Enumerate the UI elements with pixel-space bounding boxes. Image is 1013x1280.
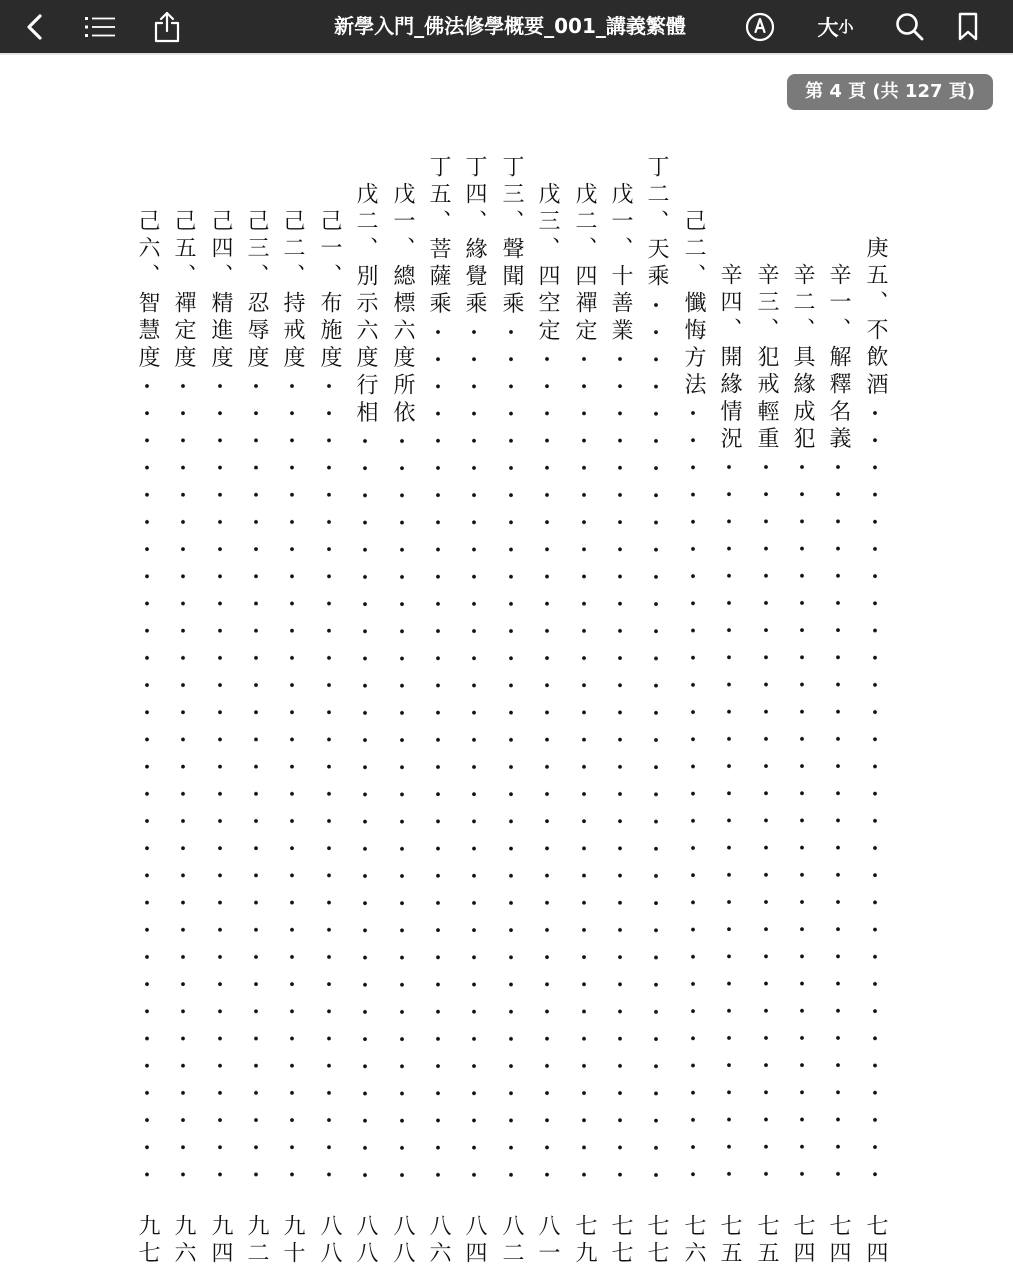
text-size-large: 大 [817, 15, 839, 40]
toc-entry-title: 丁四、緣覺乘 [462, 155, 487, 319]
toc-leader-dots [605, 346, 635, 1185]
toc-entry[interactable] [132, 0, 162, 1280]
toc-entry[interactable] [751, 0, 781, 1280]
toc-entry[interactable] [641, 0, 671, 1280]
toc-entry-title: 己六、智慧度 [135, 209, 160, 373]
toc-entry-title: 戊二、別示六度行相 [353, 182, 378, 428]
toc-entry-title: 戊一、總標六度所依 [390, 182, 415, 428]
toc-entry[interactable] [532, 0, 562, 1280]
toc-entry-page: 七九 [572, 1214, 597, 1269]
toc-leader-dots [678, 400, 708, 1185]
toc-leader-dots [277, 373, 307, 1185]
toc-entry[interactable] [387, 0, 417, 1280]
toc-entry-title: 己二、持戒度 [280, 209, 305, 373]
toc-entry-title: 辛一、解釋名義 [826, 263, 851, 455]
toc-entry-page: 八六 [426, 1214, 451, 1269]
toc-entry-title: 戊一、十善業 [608, 182, 633, 346]
toc-leader-dots [860, 400, 890, 1185]
toc-entry-page: 七六 [681, 1214, 706, 1269]
toc-leader-dots [241, 373, 271, 1185]
toc-leader-dots [496, 319, 526, 1185]
toc-leader-dots [532, 346, 562, 1185]
toc-entry-title: 丁二、天乘 [644, 155, 669, 292]
toc-entry[interactable] [277, 0, 307, 1280]
toc-entry[interactable] [787, 0, 817, 1280]
toc-entry[interactable] [860, 0, 890, 1280]
toc-entry-page: 七七 [608, 1214, 633, 1269]
toc-entry-page: 九二 [244, 1214, 269, 1269]
toc-entry-page: 九六 [171, 1214, 196, 1269]
toc-leader-dots [569, 346, 599, 1185]
toc-leader-dots [168, 373, 198, 1185]
toc-entry-page: 九十 [280, 1214, 305, 1269]
toc-entry-title: 丁五、菩薩乘 [426, 155, 451, 319]
toc-entry[interactable] [241, 0, 271, 1280]
page-indicator: 第 4 頁 (共 127 頁) [787, 74, 993, 110]
toc-entry-page: 八一 [535, 1214, 560, 1269]
toc-entry-title: 辛二、具緣成犯 [790, 263, 815, 455]
text-size-small: 小 [838, 18, 854, 36]
toc-entry-page: 七四 [863, 1214, 888, 1269]
toc-entry-page: 八八 [317, 1214, 342, 1269]
toc-leader-dots [314, 373, 344, 1185]
toc-entry-page: 七七 [644, 1214, 669, 1269]
toc-entry[interactable] [205, 0, 235, 1280]
document-title: 新學入門_佛法修學概要_001_講義繁體 [334, 14, 686, 38]
toc-entry[interactable] [168, 0, 198, 1280]
toc-entry[interactable] [569, 0, 599, 1280]
toc-leader-dots [751, 454, 781, 1185]
toc-entry-page: 九七 [135, 1214, 160, 1269]
toc-leader-dots [132, 373, 162, 1185]
toc-leader-dots [205, 373, 235, 1185]
toc-leader-dots [641, 292, 671, 1185]
toc-leader-dots [350, 428, 380, 1185]
toc-leader-dots [787, 454, 817, 1185]
toc-leader-dots [423, 319, 453, 1185]
toc-entry-page: 七五 [754, 1214, 779, 1269]
toc-entry-title: 己四、精進度 [208, 209, 233, 373]
toc-entry-title: 庚五、不飲酒 [863, 236, 888, 400]
toc-entry-title: 己五、禪定度 [171, 209, 196, 373]
toc-entry-page: 八八 [390, 1214, 415, 1269]
toc-entry-page: 九四 [208, 1214, 233, 1269]
toc-leader-dots [714, 454, 744, 1185]
toc-entry-title: 己一、布施度 [317, 209, 342, 373]
toc-entry-page: 七四 [826, 1214, 851, 1269]
toc-entry-page: 七五 [717, 1214, 742, 1269]
toc-entry[interactable] [678, 0, 708, 1280]
toc-entry[interactable] [496, 0, 526, 1280]
toc-entry[interactable] [459, 0, 489, 1280]
toc-entry-page: 八四 [462, 1214, 487, 1269]
toc-entry-page: 八八 [353, 1214, 378, 1269]
toc-entry-title: 丁三、聲聞乘 [499, 155, 524, 319]
toc-entry-title: 戊二、四禪定 [572, 182, 597, 346]
toc-entry[interactable] [823, 0, 853, 1280]
toc-entry-title: 己二、懺悔方法 [681, 209, 706, 401]
toc-entry-page: 八二 [499, 1214, 524, 1269]
toc-leader-dots [387, 428, 417, 1185]
toc-entry[interactable] [350, 0, 380, 1280]
toc-entry[interactable] [423, 0, 453, 1280]
toc-entry[interactable] [605, 0, 635, 1280]
toc-entry[interactable] [314, 0, 344, 1280]
toc-entry[interactable] [714, 0, 744, 1280]
toc-leader-dots [823, 454, 853, 1185]
toc-leader-dots [459, 319, 489, 1185]
toc-entry-title: 辛四、開緣情況 [717, 263, 742, 455]
toc-entry-title: 戊三、四空定 [535, 182, 560, 346]
toc-entry-page: 七四 [790, 1214, 815, 1269]
toc-entry-title: 辛三、犯戒輕重 [754, 263, 779, 455]
toc-entry-title: 己三、忍辱度 [244, 209, 269, 373]
